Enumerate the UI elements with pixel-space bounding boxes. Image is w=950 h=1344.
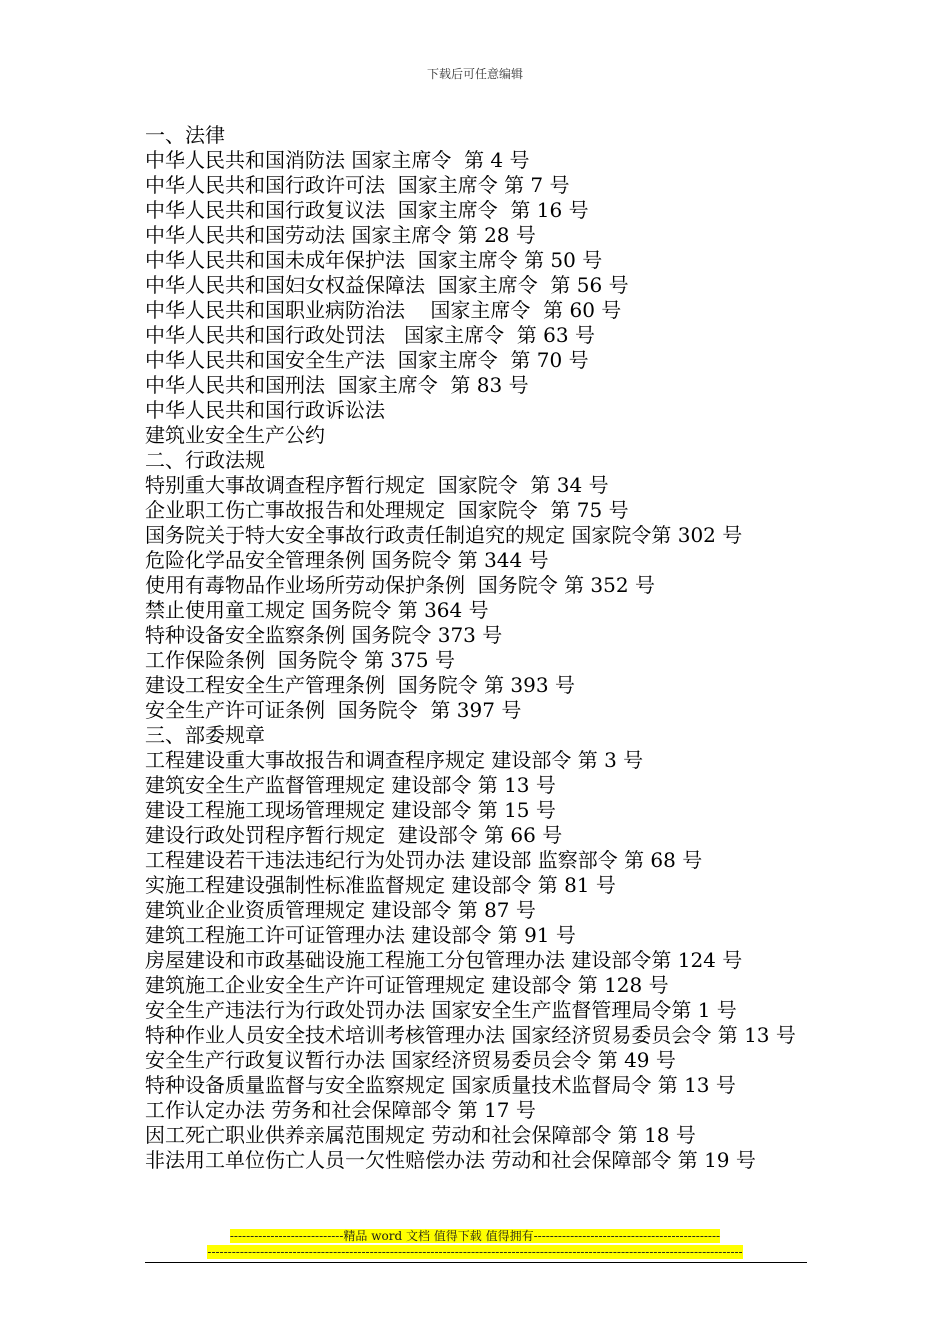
- footer-dash-line: [0, 1245, 950, 1260]
- list-item: 使用有毒物品作业场所劳动保护条例 国务院令 第 352 号: [145, 573, 655, 597]
- list-item: 工程建设若干违法违纪行为处罚办法 建设部 监察部令 第 68 号: [145, 848, 703, 872]
- list-item: 房屋建设和市政基础设施工程施工分包管理办法 建设部令第 124 号: [145, 948, 743, 972]
- list-item: 中华人民共和国行政复议法 国家主席令 第 16 号: [145, 198, 589, 222]
- list-item: 特种设备质量监督与安全监察规定 国家质量技术监督局令 第 13 号: [145, 1073, 736, 1097]
- section-heading-regulations: 二、行政法规: [145, 448, 265, 472]
- list-item: 中华人民共和国行政处罚法 国家主席令 第 63 号: [145, 323, 595, 347]
- section-heading-laws: 一、法律: [145, 123, 225, 147]
- footer-banner: [0, 1229, 950, 1244]
- list-item: 中华人民共和国消防法 国家主席令 第 4 号: [145, 148, 530, 172]
- list-item: 非法用工单位伤亡人员一欠性赔偿办法 劳动和社会保障部令 第 19 号: [145, 1148, 756, 1172]
- list-item: 安全生产许可证条例 国务院令 第 397 号: [145, 698, 522, 722]
- list-item: 中华人民共和国行政许可法 国家主席令 第 7 号: [145, 173, 570, 197]
- list-item: 建设工程施工现场管理规定 建设部令 第 15 号: [145, 798, 556, 822]
- list-item: 禁止使用童工规定 国务院令 第 364 号: [145, 598, 489, 622]
- document-body: [145, 123, 810, 1173]
- list-item: 工程建设重大事故报告和调查程序规定 建设部令 第 3 号: [145, 748, 644, 772]
- list-item: 中华人民共和国刑法 国家主席令 第 83 号: [145, 373, 529, 397]
- list-item: 安全生产违法行为行政处罚办法 国家安全生产监督管理局令第 1 号: [145, 998, 737, 1022]
- list-item: 中华人民共和国职业病防治法 国家主席令 第 60 号: [145, 298, 622, 322]
- list-item: 建筑安全生产监督管理规定 建设部令 第 13 号: [145, 773, 556, 797]
- footer-divider: [145, 1262, 807, 1263]
- list-item: 建筑施工企业安全生产许可证管理规定 建设部令 第 128 号: [145, 973, 669, 997]
- page-header: 下载后可任意编辑: [426, 67, 523, 81]
- footer-banner-text: ----------------------------精品 word 文档 值得下载 值得拥有----------------------------------------------: [229, 1229, 721, 1243]
- list-item: 因工死亡职业供养亲属范围规定 劳动和社会保障部令 第 18 号: [145, 1123, 696, 1147]
- list-item: 企业职工伤亡事故报告和处理规定 国家院令 第 75 号: [145, 498, 629, 522]
- list-item: 特种设备安全监察条例 国务院令 373 号: [145, 623, 503, 647]
- list-item: 中华人民共和国妇女权益保障法 国家主席令 第 56 号: [145, 273, 629, 297]
- section-heading-ministry-rules: 三、部委规章: [145, 723, 265, 747]
- list-item: 建筑业安全生产公约: [145, 423, 325, 447]
- list-item: 建设工程安全生产管理条例 国务院令 第 393 号: [145, 673, 575, 697]
- list-item: 工作认定办法 劳务和社会保障部令 第 17 号: [145, 1098, 536, 1122]
- list-item: 工作保险条例 国务院令 第 375 号: [145, 648, 455, 672]
- list-item: 建设行政处罚程序暂行规定 建设部令 第 66 号: [145, 823, 563, 847]
- list-item: 中华人民共和国未成年保护法 国家主席令 第 50 号: [145, 248, 603, 272]
- list-item: 实施工程建设强制性标准监督规定 建设部令 第 81 号: [145, 873, 616, 897]
- list-item: 中华人民共和国安全生产法 国家主席令 第 70 号: [145, 348, 589, 372]
- list-item: 特种作业人员安全技术培训考核管理办法 国家经济贸易委员会令 第 13 号: [145, 1023, 796, 1047]
- list-item: 安全生产行政复议暂行办法 国家经济贸易委员会令 第 49 号: [145, 1048, 676, 1072]
- list-item: 国务院关于特大安全事故行政责任制追究的规定 国家院令第 302 号: [145, 523, 743, 547]
- list-item: 特别重大事故调查程序暂行规定 国家院令 第 34 号: [145, 473, 609, 497]
- list-item: 危险化学品安全管理条例 国务院令 第 344 号: [145, 548, 549, 572]
- list-item: 建筑工程施工许可证管理办法 建设部令 第 91 号: [145, 923, 576, 947]
- list-item: 中华人民共和国行政诉讼法: [145, 398, 385, 422]
- footer-dash-text: ------------------------------------------------------------------------------------------------------------------------------------: [207, 1245, 743, 1259]
- list-item: 建筑业企业资质管理规定 建设部令 第 87 号: [145, 898, 536, 922]
- list-item: 中华人民共和国劳动法 国家主席令 第 28 号: [145, 223, 536, 247]
